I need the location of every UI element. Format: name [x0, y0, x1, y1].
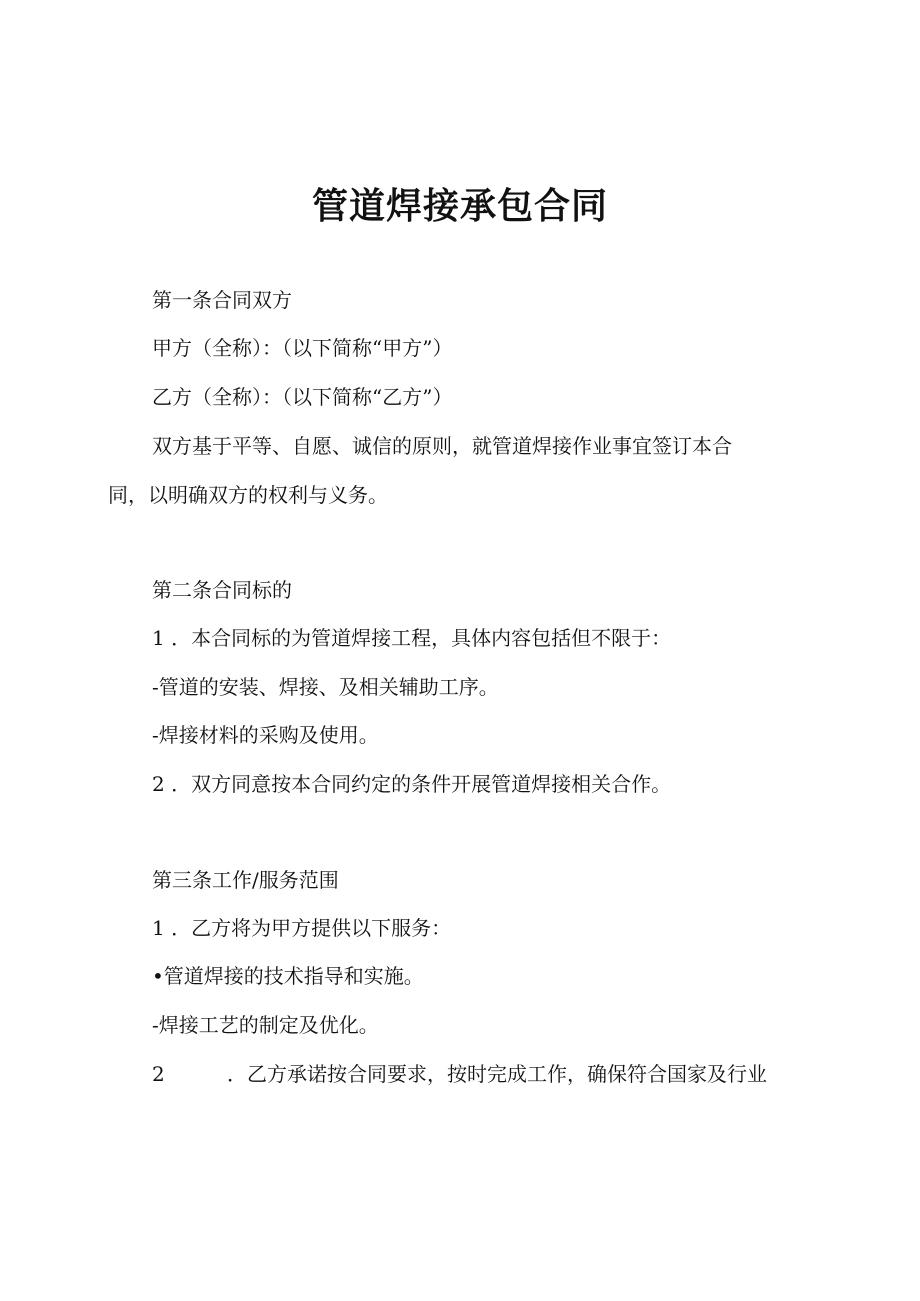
article2-item2-text: ．双方同意按本合同约定的条件开展管道焊接相关合作。 — [171, 772, 672, 796]
article2-item1-text: ．本合同标的为管道焊接工程，具体内容包括但不限于： — [171, 626, 672, 650]
article3-item2 — [152, 1060, 767, 1088]
article2-bullet2: -焊接材料的采购及使用。 — [152, 723, 379, 747]
article2-item1 — [152, 624, 671, 652]
article2-item1-number: 1 — [152, 626, 165, 650]
article1-paragraph-line2: 同，以明确双方的权利与义务。 — [108, 483, 388, 507]
article1-heading: 第一条合同双方 — [152, 288, 292, 312]
article2-item2 — [152, 770, 671, 798]
article2-item2-number: 2 — [152, 772, 165, 796]
article3-item1 — [152, 914, 451, 942]
party-b-line: 乙方（全称）：（以下简称“乙方”） — [152, 385, 453, 409]
article2-bullet1: -管道的安装、焊接、及相关辅助工序。 — [152, 675, 499, 699]
article3-heading: 第三条工作/服务范围 — [152, 868, 339, 892]
article1-paragraph-line1: 双方基于平等、自愿、诚信的原则，就管道焊接作业事宜签订本合 — [152, 434, 732, 458]
article3-item1-number: 1 — [152, 916, 165, 940]
party-a-line: 甲方（全称）：（以下简称“甲方”） — [152, 336, 453, 360]
article3-item2-number: 2 — [152, 1062, 165, 1086]
article3-bullet2: -焊接工艺的制定及优化。 — [152, 1013, 379, 1037]
document-title: 管道焊接承包合同 — [311, 186, 608, 227]
article3-item1-text: ．乙方将为甲方提供以下服务： — [171, 916, 452, 940]
article3-bullet1: •管道焊接的技术指导和实施。 — [152, 964, 424, 988]
article3-item2-text: ．乙方承诺按合同要求，按时完成工作，确保符合国家及行业 — [227, 1062, 767, 1086]
article2-heading: 第二条合同标的 — [152, 578, 292, 602]
